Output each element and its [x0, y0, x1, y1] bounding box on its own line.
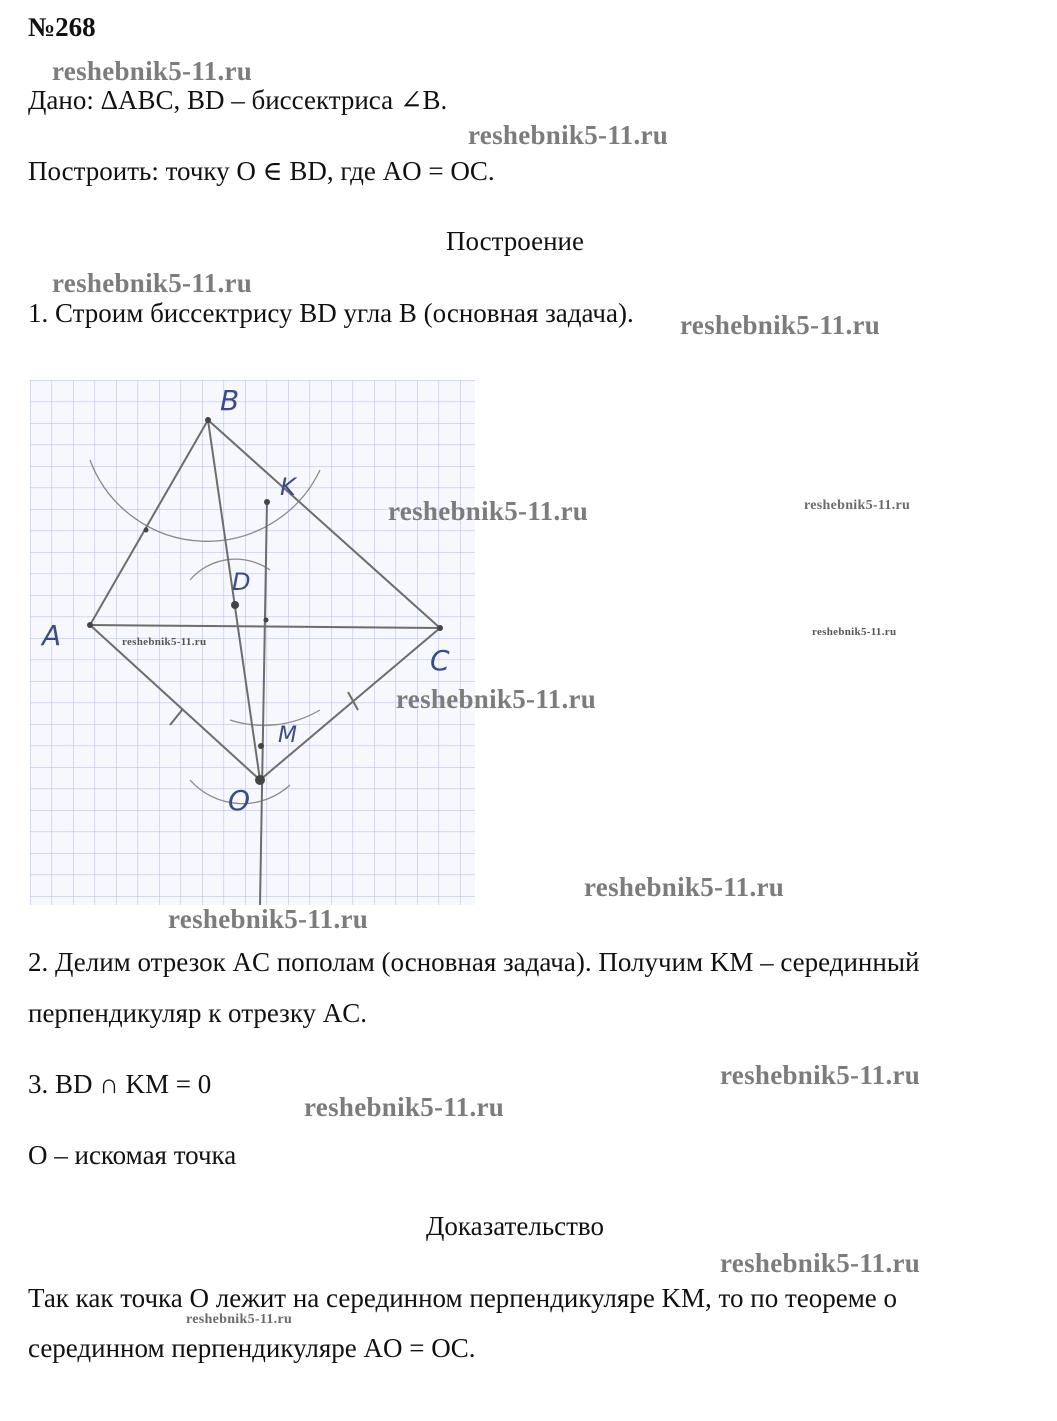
watermark: reshebnik5-11.ru: [186, 1312, 293, 1327]
point-d: [231, 601, 239, 609]
point-o: [255, 775, 265, 785]
watermark: reshebnik5-11.ru: [720, 1060, 921, 1090]
label-c: C: [430, 644, 450, 677]
watermark: reshebnik5-11.ru: [468, 120, 669, 150]
label-m: M: [278, 723, 297, 748]
problem-number: №268: [28, 12, 96, 42]
watermark: reshebnik5-11.ru: [304, 1092, 505, 1122]
construction-heading: Построение: [446, 226, 584, 256]
step-2-line-2: перпендикуляр к отрезку AC.: [28, 998, 368, 1028]
watermark: reshebnik5-11.ru: [52, 56, 253, 86]
point-c: [437, 625, 443, 631]
result-statement: O – искомая точка: [28, 1140, 237, 1170]
watermark: reshebnik5-11.ru: [720, 1248, 921, 1278]
step-1: 1. Строим биссектрису BD угла B (основная задача).: [28, 298, 634, 328]
proof-line-1: Так как точка O лежит на серединном перпендикуляре KM, то по теореме о: [28, 1283, 898, 1313]
given-statement: Дано: ΔABC, BD – биссектриса ∠B.: [28, 85, 448, 115]
step-2-line-1: 2. Делим отрезок AC пополам (основная задача). Получим KM – серединный: [28, 947, 920, 977]
construction-figure: [30, 380, 475, 905]
watermark: reshebnik5-11.ru: [584, 872, 785, 902]
label-a: A: [42, 619, 62, 652]
label-o: O: [228, 784, 251, 817]
watermark: reshebnik5-11.ru: [122, 636, 207, 648]
label-d: D: [232, 568, 251, 596]
watermark: reshebnik5-11.ru: [52, 268, 253, 298]
point-a: [87, 622, 93, 628]
watermark: reshebnik5-11.ru: [680, 310, 881, 340]
step-3: 3. BD ∩ KM = 0: [28, 1069, 212, 1099]
watermark: reshebnik5-11.ru: [388, 496, 589, 526]
midpoint-ac: [264, 618, 269, 623]
watermark: reshebnik5-11.ru: [396, 684, 597, 714]
point-k: [264, 499, 270, 505]
watermark: reshebnik5-11.ru: [168, 904, 369, 934]
label-k: K: [280, 473, 296, 501]
point-m: [258, 743, 264, 749]
watermark: reshebnik5-11.ru: [804, 498, 911, 513]
arc-mark-ab: [144, 528, 149, 533]
construct-statement: Построить: точку O ∈ BD, где AO = OC.: [28, 156, 495, 186]
proof-heading: Доказательство: [426, 1211, 604, 1241]
label-b: B: [220, 384, 240, 417]
proof-line-2: серединном перпендикуляре AO = OC.: [28, 1333, 476, 1363]
point-b: [205, 417, 211, 423]
watermark: reshebnik5-11.ru: [812, 626, 897, 638]
